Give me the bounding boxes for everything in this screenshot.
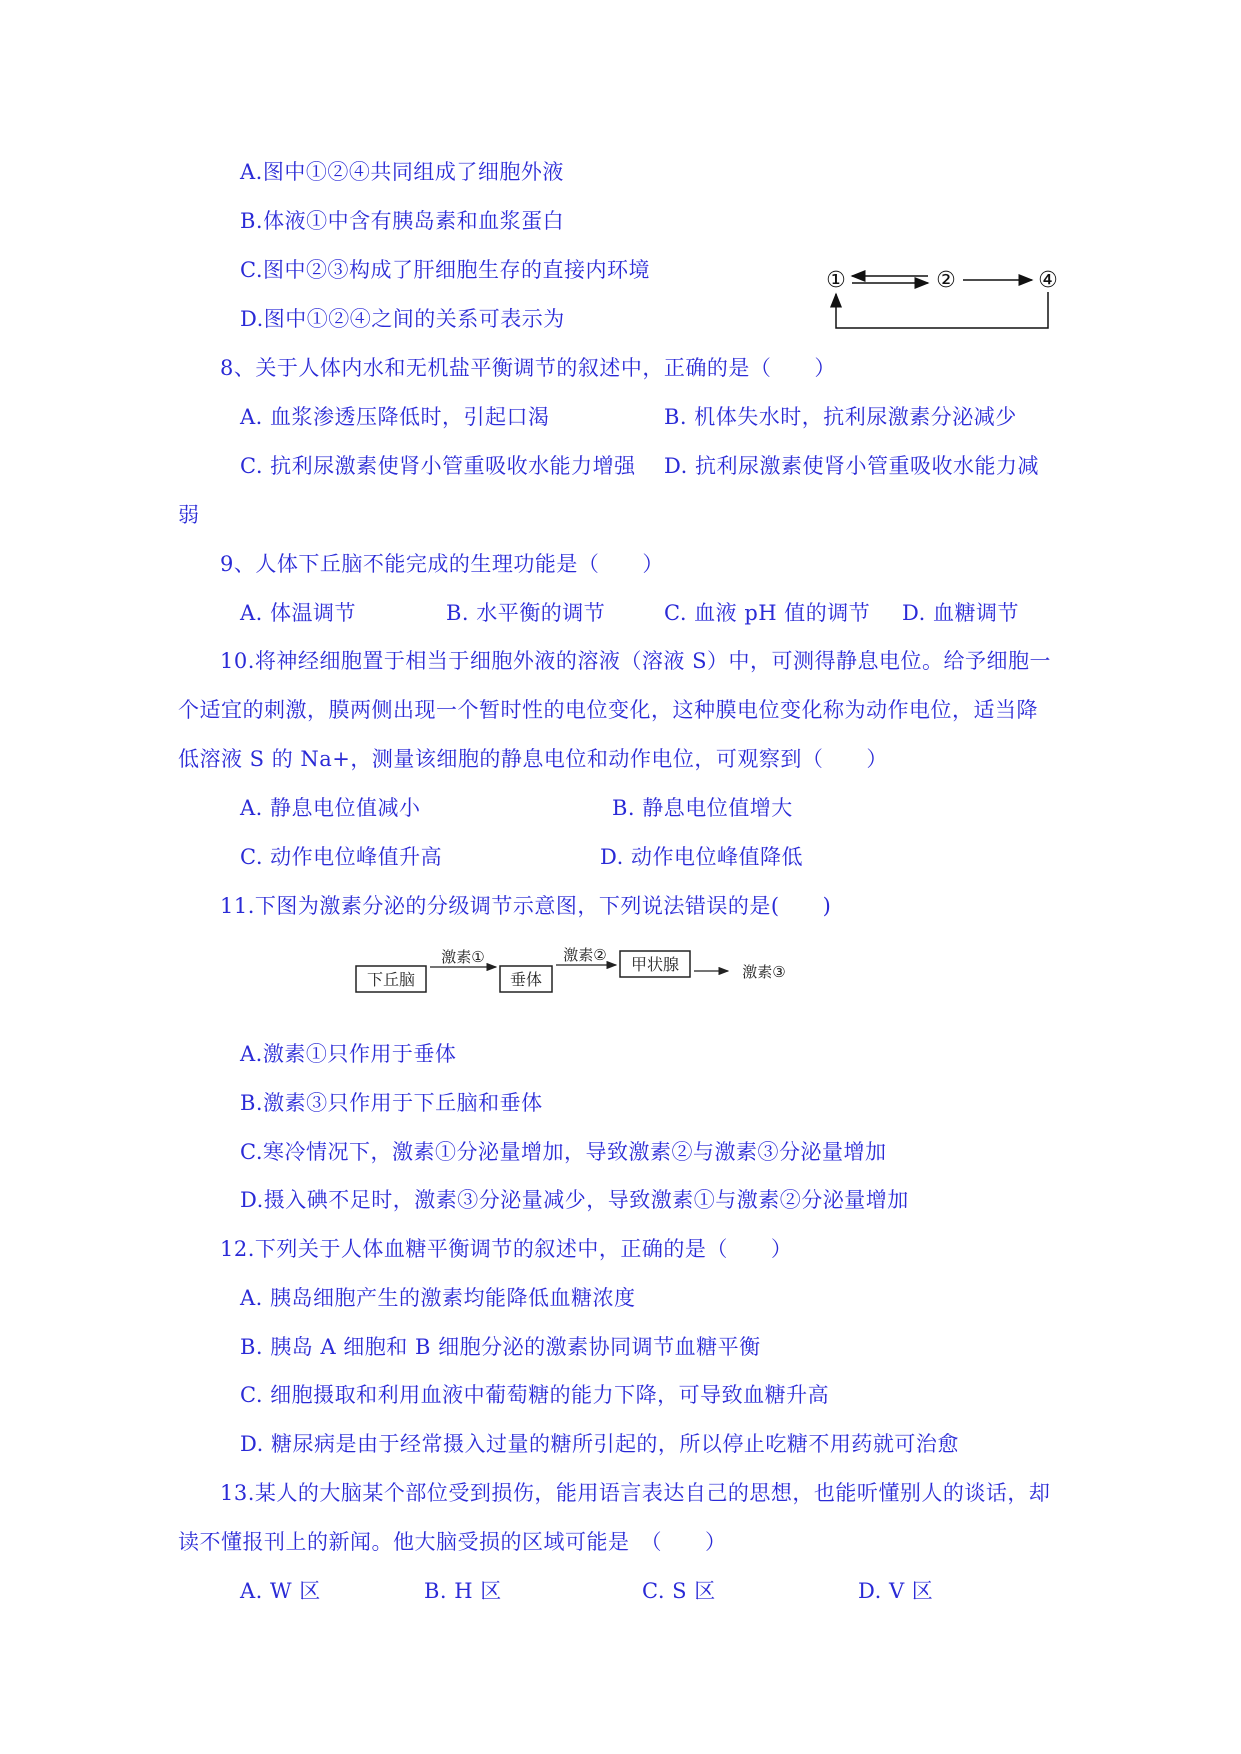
q10-stem-line-2: 个适宜的刺激，膜两侧出现一个暂时性的电位变化，这种膜电位变化称为动作电位，适当降 [178,698,1038,722]
q13-option-c: C. S 区 [642,1579,716,1603]
q8-option-d-continued: 弱 [178,503,200,527]
q7-arrow-4-to-1 [836,292,1048,328]
q10-stem-line-3: 低溶液 S 的 Na+，测量该细胞的静息电位和动作电位，可观察到（ ） [178,747,888,771]
q12-option-a: A. 胰岛细胞产生的激素均能降低血糖浓度 [240,1286,636,1310]
q11-stem: 11.下图为激素分泌的分级调节示意图，下列说法错误的是( ) [220,894,832,918]
q10-option-a: A. 静息电位值减小 [240,796,421,820]
q10-stem-line-1: 10.将神经细胞置于相当于细胞外液的溶液（溶液 S）中，可测得静息电位。给予细胞一 [220,649,1051,673]
q8-option-c: C. 抗利尿激素使肾小管重吸收水能力增强 [240,454,636,478]
q8-option-a: A. 血浆渗透压降低时，引起口渴 [240,405,550,429]
q10-option-c: C. 动作电位峰值升高 [240,845,443,869]
q12-option-b: B. 胰岛 A 细胞和 B 细胞分泌的激素协同调节血糖平衡 [240,1335,761,1359]
q7-fluid-relation-diagram [820,258,1070,338]
q13-stem-line-2: 读不懂报刊上的新闻。他大脑受损的区域可能是 （ ） [178,1530,727,1554]
q7-option-a: A.图中①②④共同组成了细胞外液 [240,160,564,184]
q12-option-c: C. 细胞摄取和利用血液中葡萄糖的能力下降，可导致血糖升高 [240,1383,830,1407]
q13-option-a: A. W 区 [240,1579,321,1603]
q9-option-d: D. 血糖调节 [902,601,1019,625]
q10-option-b: B. 静息电位值增大 [612,796,793,820]
q11-hormone-1-label: 激素① [441,948,485,966]
q7-node-2: ② [936,268,956,293]
q7-option-c: C.图中②③构成了肝细胞生存的直接内环境 [240,258,650,282]
q11-option-b: B.激素③只作用于下丘脑和垂体 [240,1091,543,1115]
q10-option-d: D. 动作电位峰值降低 [600,845,803,869]
q12-stem: 12.下列关于人体血糖平衡调节的叙述中，正确的是（ ） [220,1237,793,1261]
q8-option-d: D. 抗利尿激素使肾小管重吸收水能力减 [664,454,1039,478]
q11-option-c: C.寒冷情况下，激素①分泌量增加，导致激素②与激素③分泌量增加 [240,1140,887,1164]
q11-box-thyroid-label: 甲状腺 [630,955,680,974]
q9-option-b: B. 水平衡的调节 [446,601,606,625]
q11-hormone-regulation-diagram [350,945,810,1005]
q8-option-b: B. 机体失水时，抗利尿激素分泌减少 [664,405,1017,429]
q13-stem-line-1: 13.某人的大脑某个部位受到损伤，能用语言表达自己的思想，也能听懂别人的谈话，却 [220,1481,1051,1505]
q9-stem: 9、人体下丘脑不能完成的生理功能是（ ） [220,552,664,576]
q7-node-4: ④ [1038,268,1058,293]
q11-box-pituitary-label: 垂体 [509,970,543,989]
q9-option-c: C. 血液 pH 值的调节 [664,601,871,625]
q11-option-a: A.激素①只作用于垂体 [240,1042,457,1066]
q7-option-b: B.体液①中含有胰岛素和血浆蛋白 [240,209,565,233]
q7-node-1: ① [826,268,846,293]
q11-hormone-3-label: 激素③ [742,963,786,981]
q11-option-d: D.摄入碘不足时，激素③分泌量减少，导致激素①与激素②分泌量增加 [240,1188,909,1212]
q13-option-d: D. V 区 [858,1579,934,1603]
q11-box-hypothalamus-label: 下丘脑 [366,970,416,989]
q8-stem: 8、关于人体内水和无机盐平衡调节的叙述中，正确的是（ ） [220,356,836,380]
q9-option-a: A. 体温调节 [240,601,357,625]
q12-option-d: D. 糖尿病是由于经常摄入过量的糖所引起的，所以停止吃糖不用药就可治愈 [240,1432,959,1456]
q7-option-d: D.图中①②④之间的关系可表示为 [240,307,565,331]
q11-hormone-2-label: 激素② [563,946,607,964]
q13-option-b: B. H 区 [424,1579,502,1603]
